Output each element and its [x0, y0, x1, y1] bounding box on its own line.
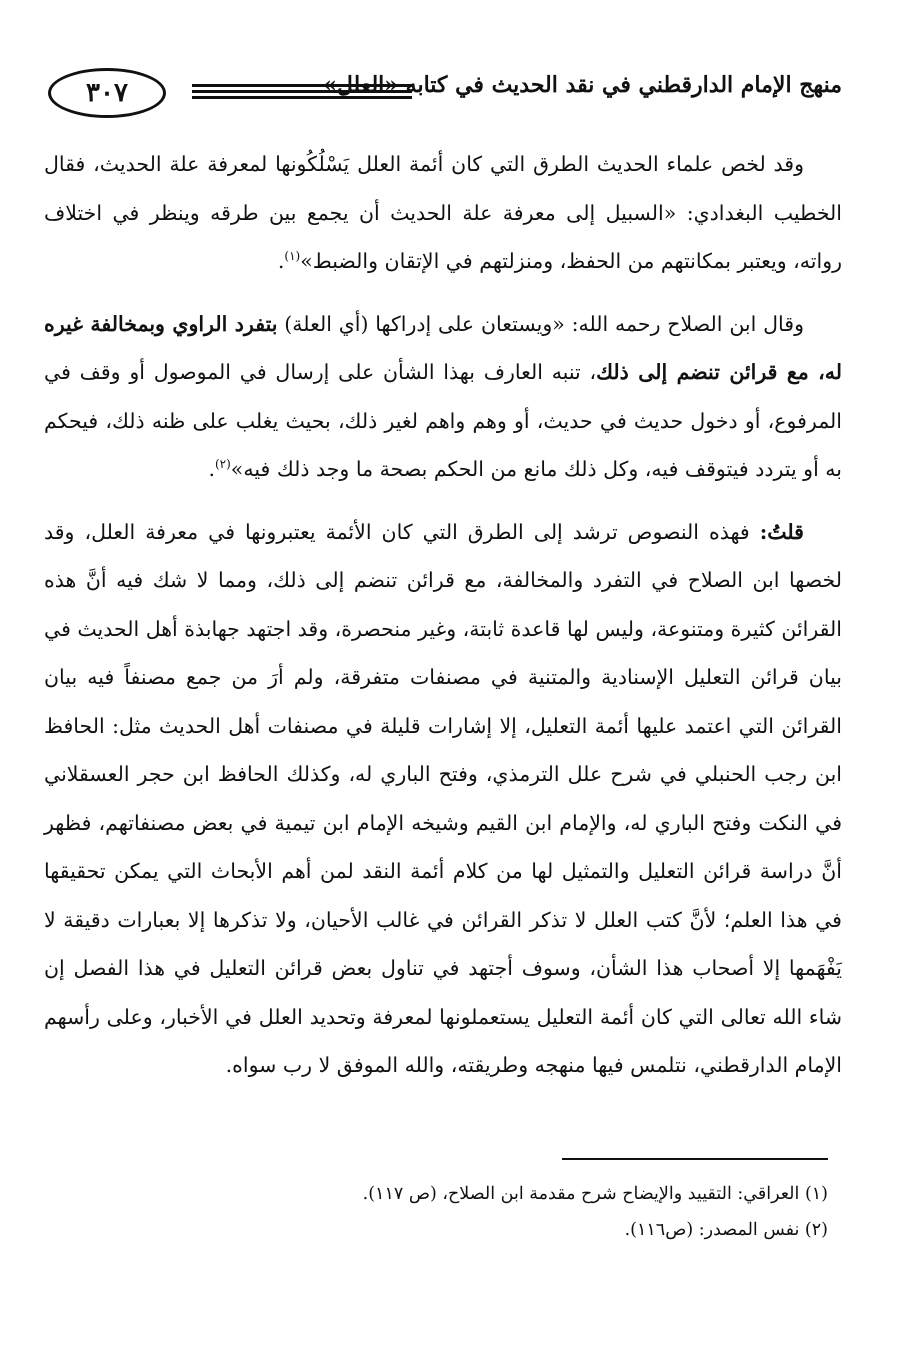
paragraph-text: ، تنبه العارف بهذا الشأن على إرسال في الموصول أو وقف في المرفوع، أو دخول حديث في حديث، أو وهم واهم لغير ذلك، بحيث يغلب على ظنه ذلك، فيحكم به أو يتردد فيتوقف فيه، وكل ذلك مانع من الحكم بصحة ما وجد ذلك فيه»	[44, 360, 842, 481]
footnotes	[48, 1176, 828, 1248]
paragraph-text: وقد لخص علماء الحديث الطرق التي كان أئمة العلل يَسْلُكُونها لمعرفة علة الحديث، فقال الخطيب البغدادي: «السبيل إلى معرفة علة الحديث أن يجمع بين طرقه وينظر في اختلاف رواته، ويعتبر بمكانتهم من الحفظ، ومنزلتهم في الإتقان والضبط»	[44, 152, 842, 273]
paragraph-text: وقال ابن الصلاح رحمه الله: «ويستعان على إدراكها (أي العلة)	[277, 311, 805, 336]
footnote-2: (٢) نفس المصدر: (ص١١٦).	[624, 1220, 828, 1240]
paragraph-1	[44, 140, 842, 286]
paragraph-2	[44, 300, 842, 494]
page-number: ٣٠٧	[86, 78, 128, 108]
page-header	[36, 62, 842, 126]
page-number-badge	[48, 68, 166, 118]
footnote-ref-1: (١)	[284, 249, 301, 264]
sentence-end: .	[208, 457, 215, 481]
sentence-end: .	[277, 249, 285, 273]
running-title: منهج الإمام الدارقطني في نقد الحديث في كتابه «العلل»	[323, 72, 842, 98]
main-text	[44, 140, 842, 1090]
lead-word: قلتُ:	[759, 519, 804, 544]
footnote-separator	[562, 1158, 828, 1160]
paragraph-3	[44, 508, 842, 1090]
footnote-ref-2: (٢)	[214, 457, 231, 472]
paragraph-text: فهذه النصوص ترشد إلى الطرق التي كان الأئمة يعتبرونها في معرفة العلل، وقد لخصها ابن الصلاح في التفرد والمخالفة، مع قرائن تنضم إلى ذلك، ومما لا شك فيه أنَّ هذه القرائن كثيرة ومتنوعة، وليس لها قاعدة ثابتة، وغير منحصرة، وقد اجتهد جهابذة أهل الحديث في بيان قرائن التعليل الإسنادية والمتنية في مصنفات متفرقة، ولم أرَ من جمع مصنفاً فيه بيان القرائن التي اعتمد عليها أئمة التعليل، إلا إشارات قليلة في مصنفات أهل الحديث مثل: الحافظ ابن رجب الحنبلي في شرح علل الترمذي، وفتح الباري له، وكذلك الحافظ ابن حجر العسقلاني في النكت وفتح الباري له، والإمام ابن القيم وشيخه الإمام ابن تيمية في بعض مصنفاتهم، فظهر أنَّ دراسة قرائن التعليل والتمثيل لها من كلام أئمة النقد لمن أهم الأبحاث التي يمكن تحقيقها في هذا العلم؛ لأنَّ كتب العلل لا تذكر القرائن في غالب الأحيان، ولا تذكرها إلا بعبارات دقيقة لا يَفْهَمها إلا أصحاب هذا الشأن، وسوف أجتهد في تناول بعض قرائن التعليل في هذا الفصل إن شاء الله تعالى التي كان أئمة التعليل يستعملونها لمعرفة وتحديد العلل في الأخبار، وعلى رأسهم الإمام الدارقطني، نتلمس فيها منهجه وطريقته، والله الموفق لا رب سواه.	[44, 519, 842, 1077]
footnote-1: (١) العراقي: التقييد والإيضاح شرح مقدمة ابن الصلاح، (ص ١١٧).	[362, 1184, 828, 1204]
bold-phrase: بتفرد الراوي وبمخالفة غيره له، مع قرائن تنضم إلى ذلك	[44, 311, 842, 384]
